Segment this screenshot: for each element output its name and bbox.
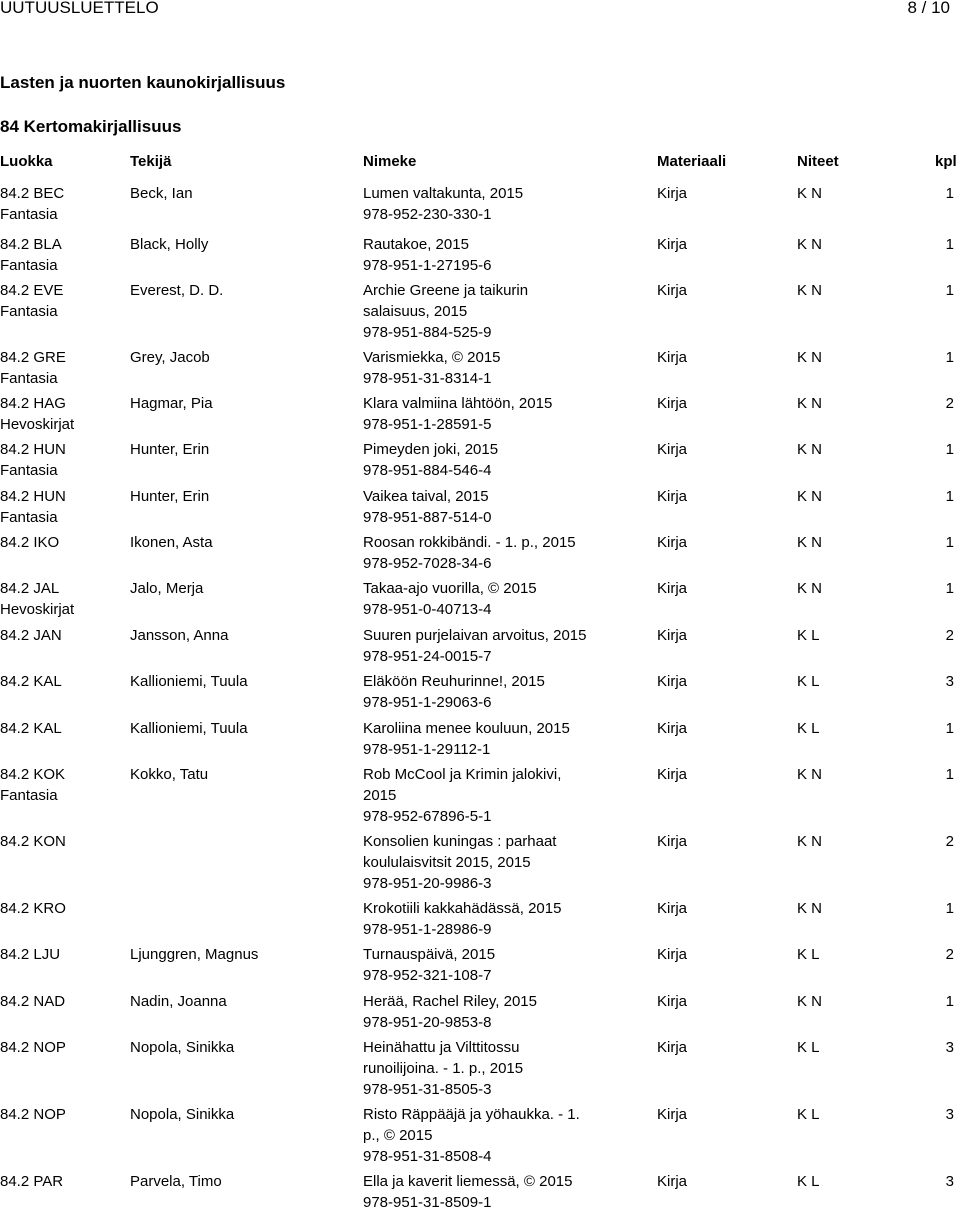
cell-nimeke-line: Suuren purjelaivan arvoitus, 2015 xyxy=(363,627,587,644)
cell-niteet: K N xyxy=(797,185,823,202)
column-header-nimeke: Nimeke xyxy=(363,153,417,170)
cell-luokka-line: 84.2 IKO xyxy=(0,534,60,551)
cell-luokka-line: 84.2 PAR xyxy=(0,1173,64,1190)
cell-luokka xyxy=(0,486,66,528)
cell-tekija: Beck, Ian xyxy=(130,185,193,202)
cell-nimeke xyxy=(363,831,556,894)
cell-luokka xyxy=(0,625,62,646)
cell-nimeke-line: 978-951-31-8314-1 xyxy=(363,370,492,387)
cell-nimeke-line: Krokotiili kakkahädässä, 2015 xyxy=(363,900,562,917)
cell-nimeke xyxy=(363,183,523,225)
cell-tekija: Kallioniemi, Tuula xyxy=(130,720,248,737)
cell-nimeke-line: Turnauspäivä, 2015 xyxy=(363,946,496,963)
cell-tekija: Kallioniemi, Tuula xyxy=(130,673,248,690)
cell-kpl: 2 xyxy=(945,946,954,963)
cell-luokka xyxy=(0,1037,66,1058)
cell-nimeke-line: 978-951-1-29063-6 xyxy=(363,694,492,711)
cell-luokka xyxy=(0,718,62,739)
cell-nimeke xyxy=(363,625,586,667)
cell-tekija: Nopola, Sinikka xyxy=(130,1039,235,1056)
cell-materiaali: Kirja xyxy=(657,1106,688,1123)
cell-kpl: 3 xyxy=(945,1039,954,1056)
cell-nimeke-line: koululaisvitsit 2015, 2015 xyxy=(363,854,531,871)
cell-niteet: K N xyxy=(797,441,823,458)
cell-nimeke-line: Roosan rokkibändi. - 1. p., 2015 xyxy=(363,534,576,551)
cell-nimeke-line: Lumen valtakunta, 2015 xyxy=(363,185,524,202)
cell-tekija: Parvela, Timo xyxy=(130,1173,222,1190)
cell-nimeke xyxy=(363,1104,580,1167)
cell-niteet: K L xyxy=(797,627,820,644)
cell-luokka xyxy=(0,234,62,276)
cell-nimeke-line: Takaa-ajo vuorilla, © 2015 xyxy=(363,580,537,597)
cell-nimeke xyxy=(363,898,561,940)
cell-luokka xyxy=(0,831,66,852)
column-header-kpl: kpl xyxy=(935,153,957,170)
cell-nimeke-line: Risto Räppääjä ja yöhaukka. - 1. xyxy=(363,1106,580,1123)
cell-luokka-line: Fantasia xyxy=(0,787,58,804)
cell-materiaali: Kirja xyxy=(657,349,688,366)
cell-luokka-line: 84.2 JAL xyxy=(0,580,60,597)
cell-nimeke-line: 978-951-20-9853-8 xyxy=(363,1014,492,1031)
cell-luokka xyxy=(0,671,62,692)
cell-luokka-line: 84.2 JAN xyxy=(0,627,62,644)
cell-nimeke-line: Archie Greene ja taikurin xyxy=(363,282,529,299)
cell-tekija: Jalo, Merja xyxy=(130,580,204,597)
cell-nimeke xyxy=(363,764,561,827)
cell-niteet: K L xyxy=(797,673,820,690)
cell-nimeke-line: Varismiekka, © 2015 xyxy=(363,349,501,366)
cell-materiaali: Kirja xyxy=(657,488,688,505)
cell-luokka-line: Fantasia xyxy=(0,509,58,526)
cell-kpl: 2 xyxy=(945,833,954,850)
cell-nimeke-line: Pimeyden joki, 2015 xyxy=(363,441,499,458)
cell-nimeke xyxy=(363,439,498,481)
cell-materiaali: Kirja xyxy=(657,236,688,253)
cell-niteet: K L xyxy=(797,720,820,737)
column-header-luokka: Luokka xyxy=(0,153,53,170)
cell-niteet: K N xyxy=(797,534,823,551)
cell-niteet: K L xyxy=(797,1106,820,1123)
cell-materiaali: Kirja xyxy=(657,833,688,850)
cell-materiaali: Kirja xyxy=(657,1173,688,1190)
cell-nimeke-line: Rob McCool ja Krimin jalokivi, xyxy=(363,766,562,783)
cell-materiaali: Kirja xyxy=(657,720,688,737)
cell-nimeke-line: Karoliina menee kouluun, 2015 xyxy=(363,720,570,737)
cell-nimeke xyxy=(363,671,545,713)
cell-nimeke xyxy=(363,1037,523,1100)
cell-niteet: K L xyxy=(797,946,820,963)
cell-nimeke xyxy=(363,944,495,986)
cell-nimeke xyxy=(363,991,537,1033)
cell-kpl: 1 xyxy=(945,534,954,551)
cell-luokka-line: 84.2 BLA xyxy=(0,236,62,253)
cell-niteet: K N xyxy=(797,282,823,299)
cell-luokka-line: 84.2 KOK xyxy=(0,766,66,783)
cell-tekija: Nadin, Joanna xyxy=(130,993,227,1010)
cell-tekija: Hunter, Erin xyxy=(130,488,210,505)
cell-niteet: K N xyxy=(797,833,823,850)
cell-materiaali: Kirja xyxy=(657,993,688,1010)
catalog-title: UUTUUSLUETTELO xyxy=(0,0,159,17)
cell-luokka-line: 84.2 KRO xyxy=(0,900,66,917)
cell-tekija: Jansson, Anna xyxy=(130,627,229,644)
cell-nimeke-line: p., © 2015 xyxy=(363,1127,433,1144)
cell-materiaali: Kirja xyxy=(657,900,688,917)
cell-luokka-line: 84.2 KON xyxy=(0,833,66,850)
cell-niteet: K N xyxy=(797,349,823,366)
cell-materiaali: Kirja xyxy=(657,766,688,783)
cell-nimeke-line: 978-951-31-8508-4 xyxy=(363,1148,492,1165)
cell-tekija: Kokko, Tatu xyxy=(130,766,209,783)
cell-niteet: K N xyxy=(797,766,823,783)
cell-luokka xyxy=(0,764,65,806)
cell-luokka-line: 84.2 KAL xyxy=(0,673,62,690)
cell-nimeke-line: Eläköön Reuhurinne!, 2015 xyxy=(363,673,545,690)
cell-luokka xyxy=(0,1104,66,1125)
cell-nimeke-line: runoilijoina. - 1. p., 2015 xyxy=(363,1060,524,1077)
cell-nimeke-line: 978-951-1-27195-6 xyxy=(363,257,492,274)
cell-nimeke xyxy=(363,234,491,276)
cell-tekija: Ikonen, Asta xyxy=(130,534,213,551)
cell-luokka-line: Fantasia xyxy=(0,370,58,387)
cell-nimeke-line: 978-952-321-108-7 xyxy=(363,967,492,984)
cell-nimeke-line: Rautakoe, 2015 xyxy=(363,236,469,253)
cell-luokka xyxy=(0,898,66,919)
cell-niteet: K N xyxy=(797,395,823,412)
cell-luokka-line: 84.2 HUN xyxy=(0,441,66,458)
cell-luokka-line: 84.2 NAD xyxy=(0,993,66,1010)
cell-kpl: 1 xyxy=(945,766,954,783)
cell-tekija: Grey, Jacob xyxy=(130,349,210,366)
cell-luokka-line: Fantasia xyxy=(0,303,58,320)
cell-nimeke-line: Konsolien kuningas : parhaat xyxy=(363,833,557,850)
cell-nimeke-line: 978-952-7028-34-6 xyxy=(363,555,492,572)
cell-nimeke xyxy=(363,1171,572,1213)
cell-tekija: Ljunggren, Magnus xyxy=(130,946,259,963)
column-header-materiaali: Materiaali xyxy=(657,153,727,170)
cell-luokka xyxy=(0,578,74,620)
cell-nimeke-line: 978-951-887-514-0 xyxy=(363,509,492,526)
cell-niteet: K L xyxy=(797,1173,820,1190)
cell-tekija: Hagmar, Pia xyxy=(130,395,213,412)
cell-luokka-line: 84.2 BEC xyxy=(0,185,65,202)
cell-materiaali: Kirja xyxy=(657,534,688,551)
cell-kpl: 1 xyxy=(945,993,954,1010)
cell-nimeke xyxy=(363,578,537,620)
cell-materiaali: Kirja xyxy=(657,946,688,963)
cell-luokka-line: 84.2 LJU xyxy=(0,946,61,963)
cell-materiaali: Kirja xyxy=(657,395,688,412)
cell-luokka-line: Fantasia xyxy=(0,257,58,274)
cell-tekija: Hunter, Erin xyxy=(130,441,210,458)
cell-luokka xyxy=(0,393,74,435)
cell-materiaali: Kirja xyxy=(657,1039,688,1056)
cell-kpl: 1 xyxy=(945,720,954,737)
cell-nimeke-line: Klara valmiina lähtöön, 2015 xyxy=(363,395,553,412)
cell-tekija: Nopola, Sinikka xyxy=(130,1106,235,1123)
cell-nimeke xyxy=(363,280,528,343)
cell-tekija: Everest, D. D. xyxy=(130,282,224,299)
cell-niteet: K N xyxy=(797,236,823,253)
cell-niteet: K N xyxy=(797,993,823,1010)
cell-luokka-line: Hevoskirjat xyxy=(0,601,75,618)
cell-kpl: 2 xyxy=(945,395,954,412)
cell-kpl: 1 xyxy=(945,349,954,366)
cell-materiaali: Kirja xyxy=(657,441,688,458)
cell-nimeke xyxy=(363,532,576,574)
column-header-niteet: Niteet xyxy=(797,153,839,170)
cell-kpl: 2 xyxy=(945,627,954,644)
cell-materiaali: Kirja xyxy=(657,580,688,597)
page-number: 8 / 10 xyxy=(907,0,950,17)
cell-nimeke-line: Vaikea taival, 2015 xyxy=(363,488,489,505)
cell-kpl: 3 xyxy=(945,673,954,690)
section-title: Lasten ja nuorten kaunokirjallisuus xyxy=(0,73,286,92)
cell-nimeke-line: 978-951-20-9986-3 xyxy=(363,875,492,892)
cell-luokka-line: 84.2 GRE xyxy=(0,349,66,366)
cell-kpl: 1 xyxy=(945,580,954,597)
cell-nimeke-line: 978-951-884-546-4 xyxy=(363,462,492,479)
cell-tekija: Black, Holly xyxy=(130,236,209,253)
cell-luokka xyxy=(0,439,66,481)
cell-luokka-line: 84.2 KAL xyxy=(0,720,62,737)
cell-nimeke-line: 978-951-24-0015-7 xyxy=(363,648,492,665)
cell-luokka xyxy=(0,280,63,322)
cell-kpl: 1 xyxy=(945,282,954,299)
cell-luokka xyxy=(0,944,60,965)
cell-luokka-line: 84.2 HAG xyxy=(0,395,66,412)
column-header-tekija: Tekijä xyxy=(130,153,172,170)
cell-nimeke-line: 978-951-0-40713-4 xyxy=(363,601,492,618)
cell-niteet: K N xyxy=(797,488,823,505)
cell-nimeke-line: 978-952-230-330-1 xyxy=(363,206,492,223)
cell-luokka xyxy=(0,183,64,225)
cell-nimeke-line: Ella ja kaverit liemessä, © 2015 xyxy=(363,1173,573,1190)
cell-nimeke-line: 978-952-67896-5-1 xyxy=(363,808,492,825)
cell-nimeke-line: 978-951-1-29112-1 xyxy=(363,741,491,758)
cell-luokka-line: Fantasia xyxy=(0,462,58,479)
cell-niteet: K L xyxy=(797,1039,820,1056)
cell-luokka xyxy=(0,532,59,553)
cell-kpl: 1 xyxy=(945,488,954,505)
cell-luokka-line: Hevoskirjat xyxy=(0,416,75,433)
cell-niteet: K N xyxy=(797,900,823,917)
cell-luokka xyxy=(0,1171,63,1192)
cell-materiaali: Kirja xyxy=(657,185,688,202)
cell-luokka xyxy=(0,991,65,1012)
cell-kpl: 3 xyxy=(945,1106,954,1123)
subsection-title: 84 Kertomakirjallisuus xyxy=(0,117,182,136)
cell-luokka-line: Fantasia xyxy=(0,206,58,223)
cell-nimeke-line: 978-951-31-8509-1 xyxy=(363,1194,492,1211)
cell-nimeke xyxy=(363,718,570,760)
cell-kpl: 1 xyxy=(945,185,954,202)
cell-kpl: 1 xyxy=(945,900,954,917)
cell-nimeke-line: 978-951-31-8505-3 xyxy=(363,1081,492,1098)
cell-nimeke xyxy=(363,486,491,528)
cell-kpl: 1 xyxy=(945,441,954,458)
cell-materiaali: Kirja xyxy=(657,673,688,690)
cell-nimeke xyxy=(363,393,552,435)
cell-niteet: K N xyxy=(797,580,823,597)
cell-nimeke-line: 978-951-884-525-9 xyxy=(363,324,492,341)
cell-materiaali: Kirja xyxy=(657,627,688,644)
cell-luokka xyxy=(0,347,66,389)
cell-kpl: 1 xyxy=(945,236,954,253)
cell-nimeke xyxy=(363,347,501,389)
cell-luokka-line: 84.2 NOP xyxy=(0,1039,66,1056)
cell-nimeke-line: Heinähattu ja Vilttitossu xyxy=(363,1039,520,1056)
cell-nimeke-line: 978-951-1-28591-5 xyxy=(363,416,492,433)
cell-luokka-line: 84.2 EVE xyxy=(0,282,64,299)
cell-materiaali: Kirja xyxy=(657,282,688,299)
cell-kpl: 3 xyxy=(945,1173,954,1190)
cell-luokka-line: 84.2 NOP xyxy=(0,1106,66,1123)
cell-nimeke-line: 978-951-1-28986-9 xyxy=(363,921,492,938)
cell-nimeke-line: salaisuus, 2015 xyxy=(363,303,468,320)
cell-nimeke-line: Herää, Rachel Riley, 2015 xyxy=(363,993,537,1010)
cell-luokka-line: 84.2 HUN xyxy=(0,488,66,505)
cell-nimeke-line: 2015 xyxy=(363,787,397,804)
